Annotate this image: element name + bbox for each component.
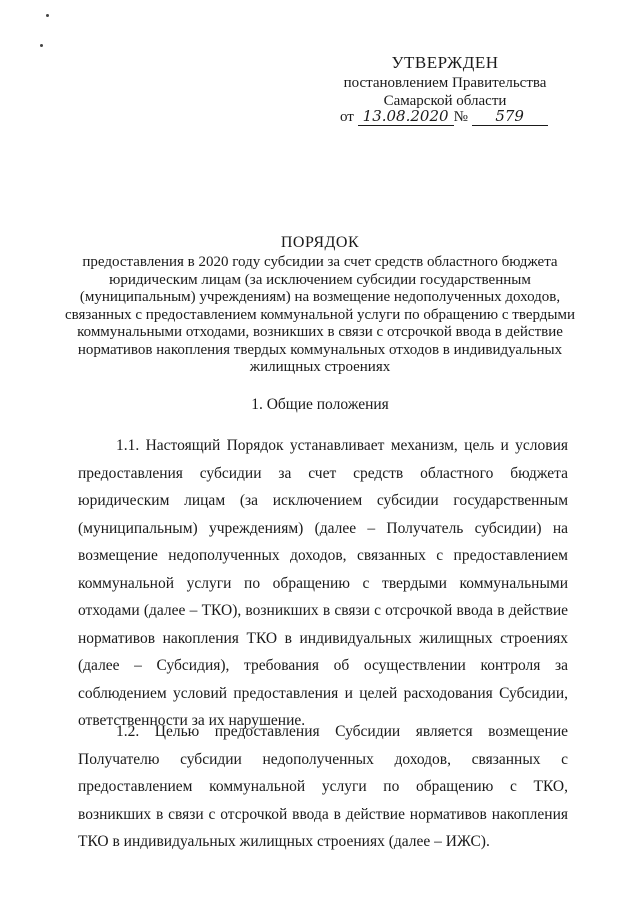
- approval-date-line: [340, 107, 548, 126]
- approval-line-2: Самарской области: [383, 93, 507, 109]
- document-title: ПОРЯДОК: [280, 234, 360, 251]
- section-heading: 1. Общие положения: [251, 396, 389, 413]
- approval-stamp: УТВЕРЖДЕН: [391, 53, 499, 72]
- number-sign: №: [453, 109, 468, 125]
- handwritten-number: 579: [472, 107, 548, 126]
- handwritten-date: 13.08.2020: [358, 107, 454, 126]
- approval-line-1: постановлением Правительства: [343, 75, 547, 91]
- paragraph-1-2: 1.2. Целью предоставления Субсидии является возмещение Получателю субсидии недополученных доходов, связанных с предоставлением коммунальной услуги по обращению с ТКО, возникших в связи с отсрочкой ввода в действие нормативов накопления ТКО в индивидуальных жилищных строениях (далее – ИЖС).: [78, 723, 568, 850]
- paragraph-1-1: 1.1. Настоящий Порядок устанавливает механизм, цель и условия предоставления субсидии за счет средств областного бюджета юридическим лицам (за исключением субсидии государственным (муниципальным) учреждениям) (далее – Получатель субсидии) на возмещение недополученных доходов, связанных с предоставлением коммунальной услуги по обращению с твердыми коммунальными отходами (далее – ТКО), возникших в связи с отсрочкой ввода в действие нормативов накопления ТКО в индивидуальных жилищных строениях (далее – Субсидия), требования об осуществлении контроля за соблюдением условий предоставления и целей расходования Субсидии, ответственности за их нарушение.: [78, 437, 568, 729]
- document-subtitle: предоставления в 2020 году субсидии за счет средств областного бюджета юридическим лицам (за исключением субсидии государственным (муниципальным) учреждениям) на возмещение недополученных доходов, связанных с предоставлением коммунальной услуги по обращению с твердыми коммунальными отходами, возникших в связи с отсрочкой ввода в действие нормативов накопления твердых коммунальных отходов в индивидуальных жилищных строениях: [64, 254, 576, 375]
- date-prefix: от: [340, 109, 354, 125]
- scan-speck: [46, 14, 49, 17]
- scan-speck: [40, 44, 43, 47]
- approval-block: [300, 52, 590, 125]
